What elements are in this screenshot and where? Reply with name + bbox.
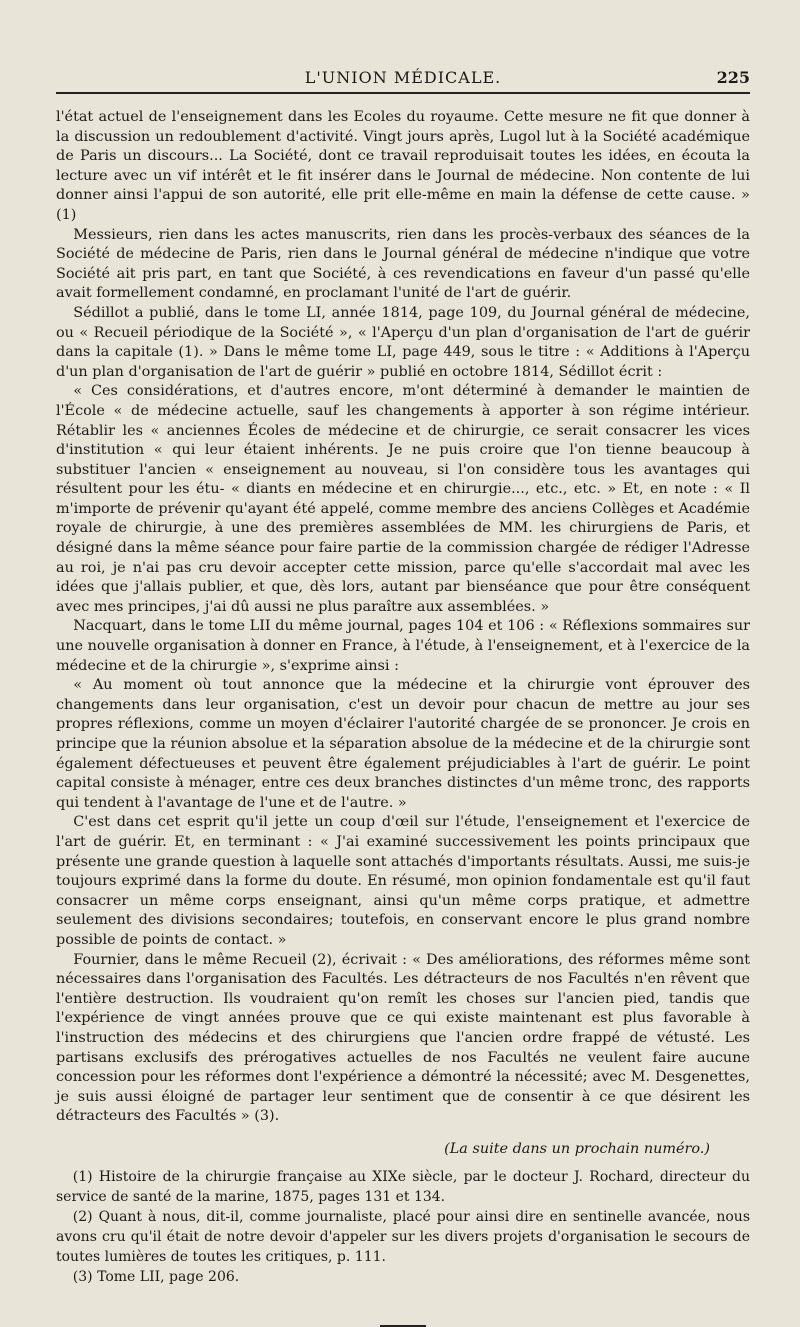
paragraph: C'est dans cet esprit qu'il jette un coup d'œil sur l'étude, l'enseignement et l'exercice de l'art de guérir. Et, en terminant : « J'ai examiné successivement les points principaux que présente une grande question à laquelle sont attachés d'importants résultats. Aussi, me suis-je toujours exprimé dans la forme du doute. En résumé, mon opinion fondamentale est qu'il faut consacrer un même corps enseignant, ainsi qu'un même corps pratique, et admettre seulement des divisions secondaires; toutefois, en conservant encore le plus grand nombre possible de points de contact. » bbox=[56, 814, 750, 948]
paragraph: Messieurs, rien dans les actes manuscrits, rien dans les procès-verbaux des séances de la Société de médecine de Paris, rien dans le Journal général de médecine n'indique que votre Société ait pris part, en tant que Société, à ces revendications en faveur d'un passé qu'elle avait formellement condamné, en proclamant l'unité de l'art de guérir. bbox=[56, 226, 750, 302]
continuation-note: (La suite dans un prochain numéro.) bbox=[444, 1140, 710, 1157]
footnote: (3) Tome LII, page 206. bbox=[72, 1268, 240, 1285]
footnote: (2) Quant à nous, dit-il, comme journaliste, placé pour ainsi dire en sentinelle avancée, nous avons cru qu'il était de notre devoir d'appeler sur les divers projets d'organisation le secours de toutes lumières de toutes les critiques, p. 111. bbox=[56, 1208, 750, 1265]
footnotes bbox=[56, 1167, 750, 1287]
page-header bbox=[56, 62, 750, 94]
running-title: L'UNION MÉDICALE. bbox=[304, 68, 502, 87]
quotation-paragraph: « Au moment où tout annonce que la médecine et la chirurgie vont éprouver des changements dans leur organisation, c'est un devoir pour chacun de mettre au jour ses propres réflexions, comme un moyen d'éclairer l'autorité chargée de se prononcer. Je crois en principe que la réunion absolue et la séparation absolue de la médecine et de la chirurgie sont également défectueuses et peuvent être également préjudiciables à l'art de guérir. Le point capital consiste à ménager, entre ces deux branches distinctes d'un même tronc, des rapports qui tendent à l'avantage de l'une et de l'autre. » bbox=[56, 677, 750, 811]
article-body bbox=[56, 108, 750, 1127]
quotation-paragraph: « Ces considérations, et d'autres encore, m'ont déterminé à demander le maintien de l'École « de médecine actuelle, sauf les changements à apporter à son régime intérieur. Rétablir les « anciennes Écoles de médecine et de chirurgie, ce serait consacrer les vices d'institution « qui leur étaient inhérents. Je ne puis croire que l'on tienne beaucoup à substituer l'ancien « enseignement au nouveau, si l'on considère tous les avantages qui résultent pour les étu- « diants en médecine et en chirurgie..., etc., etc. » Et, en note : « Il m'importe de prévenir qu'ayant été appelé, comme membre des anciens Collèges et Académie royale de chirurgie, à une des premières assemblées de MM. les chirurgiens de Paris, et désigné dans la même séance pour faire partie de la commission chargée de rédiger l'Adresse au roi, je n'ai pas cru devoir accepter cette mission, parce qu'elle s'accordait mal avec les idées que j'allais publier, et que, dès lors, autant par bienséance que pour être conséquent avec mes principes, j'ai dû aussi ne plus paraître aux assemblées. » bbox=[56, 383, 750, 615]
footnote: (1) Histoire de la chirurgie française au XIXe siècle, par le docteur J. Rochard, directeur du service de santé de la marine, 1875, pages 131 et 134. bbox=[56, 1168, 750, 1205]
paragraph: Nacquart, dans le tome LII du même journal, pages 104 et 106 : « Réflexions sommaires sur une nouvelle organisation à donner en France, à l'étude, à l'enseignement, et à l'exercice de la médecine et de la chirurgie », s'exprime ainsi : bbox=[56, 618, 750, 674]
paragraph: l'état actuel de l'enseignement dans les Ecoles du royaume. Cette mesure ne fit que donner à la discussion un redoublement d'activité. Vingt jours après, Lugol lut à la Société académique de Paris un discours... La Société, dont ce travail reproduisait toutes les idées, en écouta la lecture avec un vif intérêt et le fit insérer dans le Journal de médecine. Non contente de lui donner ainsi l'appui de son autorité, elle prit elle-même en main la défense de cette cause. » (1) bbox=[56, 109, 750, 223]
paragraph: Fournier, dans le même Recueil (2), écrivait : « Des améliorations, des réformes même sont nécessaires dans l'organisation des Facultés. Les détracteurs de nos Facultés n'en rêvent que l'entière destruction. Ils voudraient qu'on remît les choses sur l'ancien pied, tandis que l'expérience de vingt années prouve que ce qui existe maintenant est plus favorable à l'instruction des médecins et des chirurgiens que l'ancien ordre frappé de vétusté. Les partisans exclusifs des prérogatives actuelles de nos Facultés ne veulent faire aucune concession pour les réformes dont l'expérience a démontré la nécessité; avec M. Desgenettes, je suis aussi éloigné de partager leur sentiment que de consentir à ce que désirent les détracteurs des Facultés » (3). bbox=[56, 951, 750, 1125]
page-number: 225 bbox=[716, 68, 750, 87]
paragraph: Sédillot a publié, dans le tome LI, année 1814, page 109, du Journal général de médecine, ou « Recueil périodique de la Société », « l'Aperçu d'un plan d'organisation de l'art de guérir dans la capitale (1). » Dans le même tome LI, page 449, sous le titre : « Additions à l'Aperçu d'un plan d'organisation de l'art de guérir » publié en octobre 1814, Sédillot écrit : bbox=[56, 304, 750, 380]
